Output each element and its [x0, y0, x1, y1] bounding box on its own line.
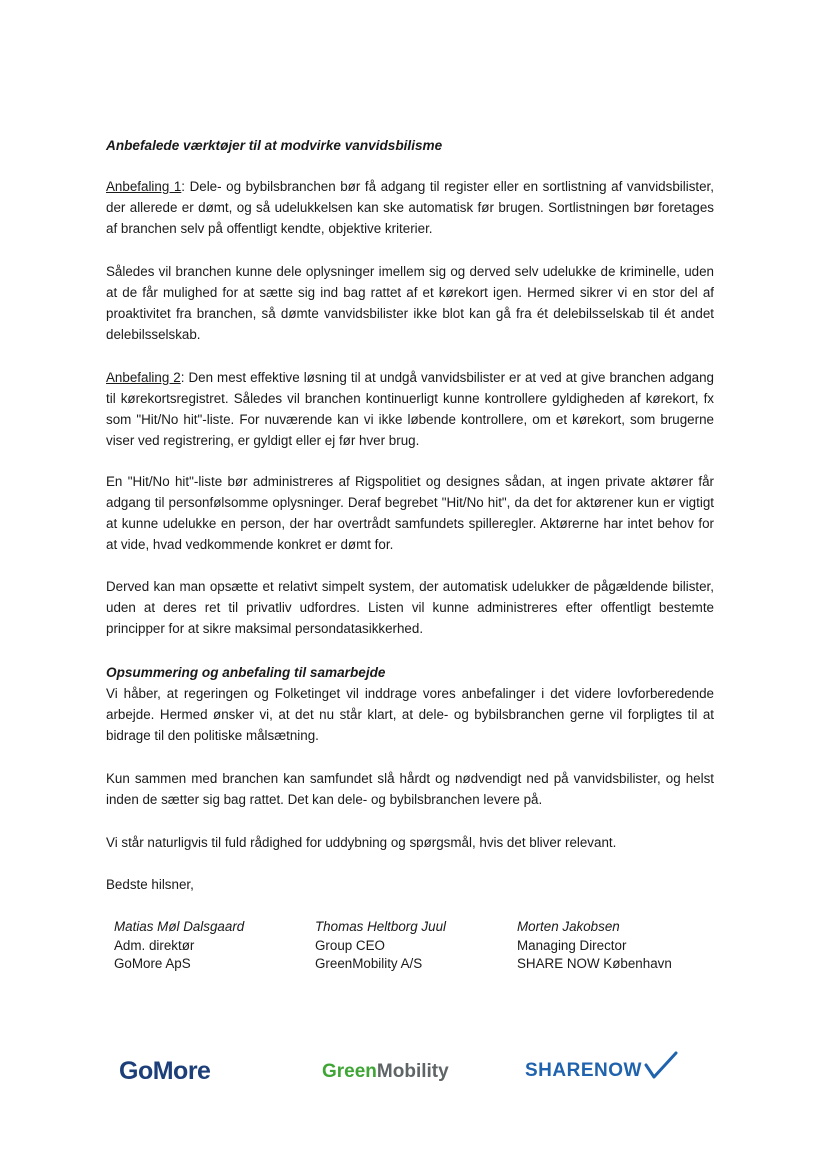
signatory-name: Morten Jakobsen [517, 919, 620, 934]
greenmobility-logo-green: Green [322, 1061, 377, 1082]
section-heading-summary: Opsummering og anbefaling til samarbejde [106, 665, 386, 680]
greenmobility-logo-grey: Mobility [376, 1061, 449, 1082]
paragraph-together: Kun sammen med branchen kan samfundet slå hårdt og nødvendigt ned på vanvidsbilister, og helst inden de sætter sig bag rattet. Det kan dele- og bybilsbranchen levere på. [106, 771, 714, 807]
sharenow-checkmark-icon [644, 1051, 678, 1081]
section-heading-tools: Anbefalede værktøjer til at modvirke vanvidsbilisme [106, 138, 443, 153]
recommendation-2-label: Anbefaling 2 [106, 370, 181, 385]
signatory-title: Managing Director [517, 937, 627, 953]
sharenow-logo-text: SHARENOW [525, 1060, 642, 1081]
signatory-name: Matias Møl Dalsgaard [114, 919, 245, 934]
recommendation-1-label: Anbefaling 1 [106, 179, 182, 194]
signatory-title: Group CEO [315, 937, 385, 953]
paragraph-hit-no-hit: En "Hit/No hit"-liste bør administreres af Rigspolitiet og designes sådan, at ingen private aktører får adgang til personfølsomme oplysninger. Deraf begrebet "Hit/No hit", da det for aktørener kun er vigtigt at kunne udelukke en person, der har overtrådt samfundets spilleregler. Aktørerne har intet behov for at vide, hvad vedkommende konkret er dømt for. [106, 474, 714, 552]
recommendation-1-text: : Dele- og bybilsbranchen bør få adgang til register eller en sortlistning af vanvidsbilister, der allerede er dømt, og så udelukkelsen kan ske automatisk før brugen. Sortlistningen bør foretages af branchen selv på offentligt kendte, objektive kriterier. [106, 179, 714, 236]
signatory-greenmobility [315, 918, 446, 974]
gomore-logo: GoMore [119, 1057, 211, 1085]
signatory-company: SHARE NOW København [517, 956, 672, 971]
recommendation-2-text: : Den mest effektive løsning til at undgå vanvidsbilister er at ved at give branchen adgang til kørekortsregistret. Således vil branchen kontinuerligt kunne kontrollere gyldigheden af kørekort, fx som "Hit/No hit"-liste. For nuværende kan vi ikke løbende kontrollere, om et kørekort, som brugerne viser ved registrering, er gyldigt eller ej før hver brug. [106, 370, 715, 448]
greenmobility-logo [322, 1061, 449, 1083]
closing-greeting: Bedste hilsner, [106, 877, 194, 892]
signatory-sharenow [517, 918, 672, 974]
paragraph-branch-sharing: Således vil branchen kunne dele oplysninger imellem sig og derved selv udelukke de kriminelle, uden at de får mulighed for at sætte sig ind bag rattet af et kørekort igen. Hermed sikrer vi en stor del af proaktivitet fra branchen, så dømte vanvidsbilister ikke blot kan gå fra ét delebilsselskab til ét andet delebilsselskab. [106, 264, 714, 342]
paragraph-simple-system: Derved kan man opsætte et relativt simpelt system, der automatisk udelukker de pågældende bilister, uden at deres ret til privatliv udfordres. Listen vil kunne administreres efter offentligt bestemte principper for at sikre maksimal persondatasikkerhed. [106, 579, 714, 636]
paragraph-hope: Vi håber, at regeringen og Folketinget vil inddrage vores anbefalinger i det videre lovforberedende arbejde. Hermed ønsker vi, at det nu står klart, at dele- og bybilsbranchen gerne vil forpligtes til at bidrage til den politiske målsætning. [106, 686, 714, 743]
paragraph-availability: Vi står naturligvis til fuld rådighed for uddybning og spørgsmål, hvis det bliver relevant. [106, 835, 617, 850]
signatory-title: Adm. direktør [114, 937, 195, 953]
recommendation-1 [106, 176, 714, 239]
signatory-company: GreenMobility A/S [315, 956, 423, 971]
signatory-gomore [114, 918, 244, 974]
recommendation-2 [106, 367, 714, 451]
sharenow-logo [525, 1060, 642, 1082]
signatory-company: GoMore ApS [114, 956, 191, 971]
signatory-name: Thomas Heltborg Juul [315, 919, 446, 934]
